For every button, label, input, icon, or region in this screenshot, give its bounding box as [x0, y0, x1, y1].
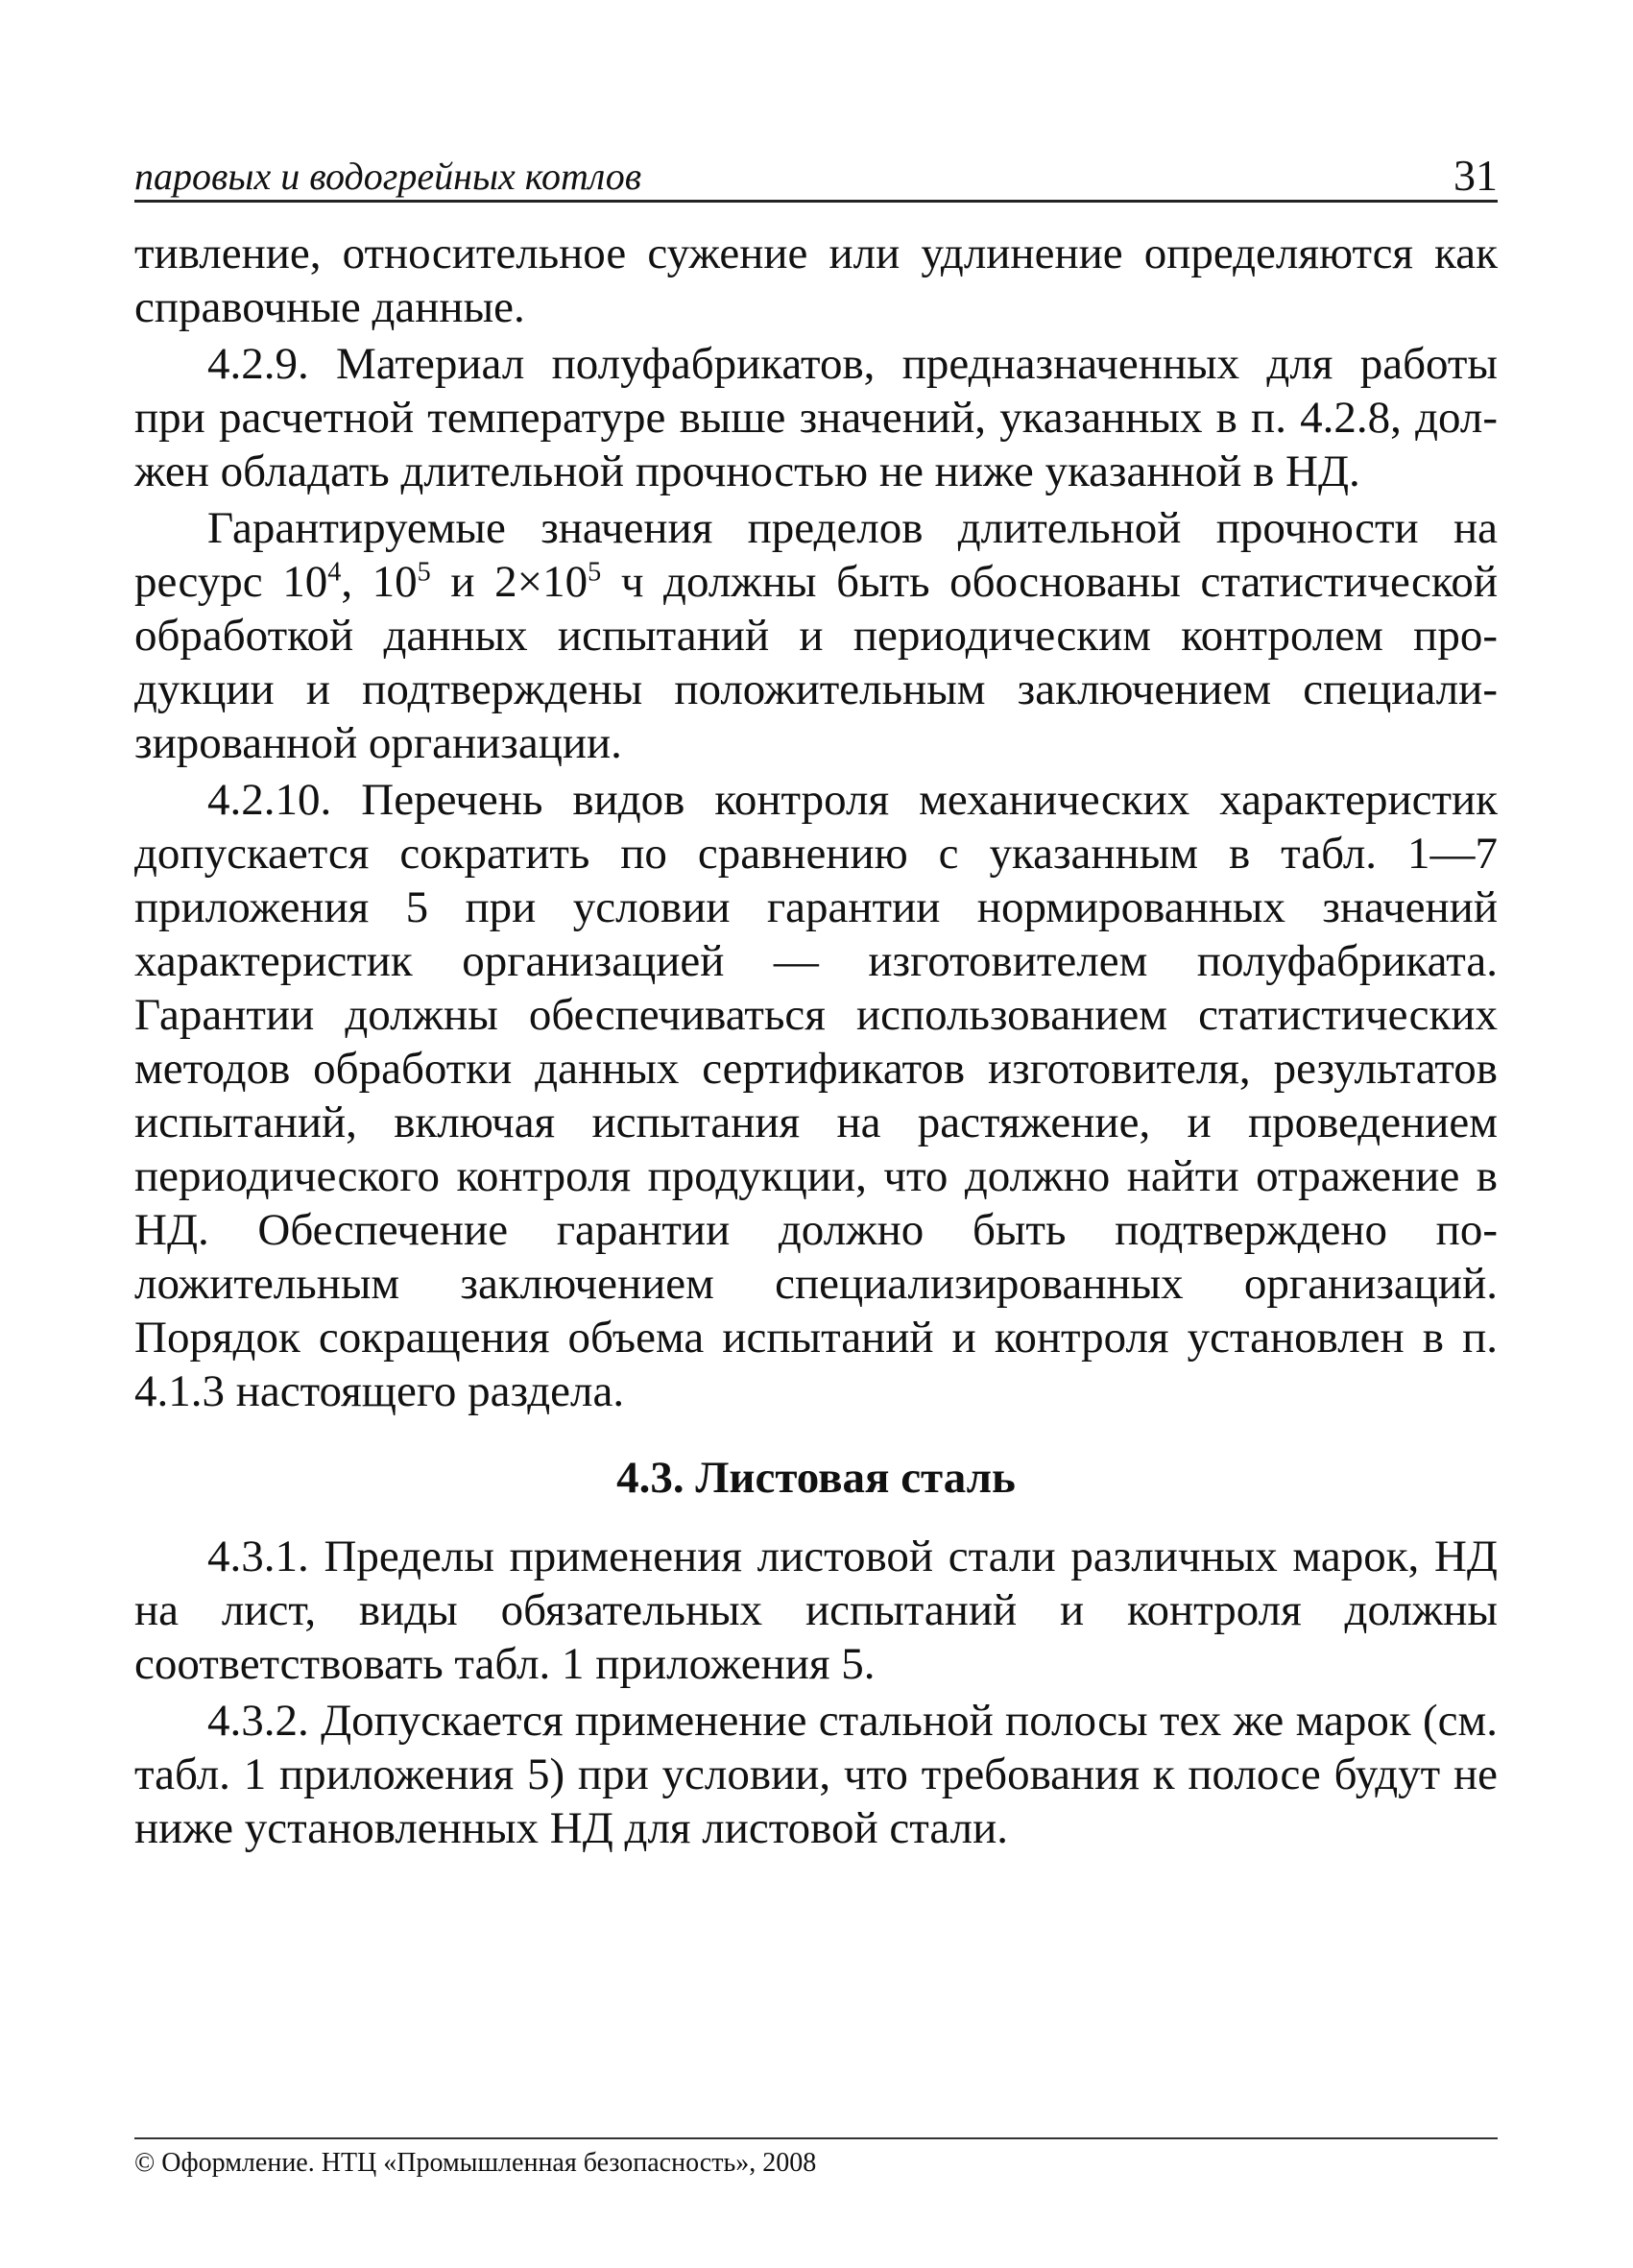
superscript: 4 — [327, 557, 342, 588]
paragraph-continuation: тивление, относительное сужение или удлинение определяются как справочные данные. — [134, 229, 1498, 332]
footer-divider — [134, 2137, 1498, 2139]
section-heading: 4.3. Листовая сталь — [616, 1453, 1016, 1503]
footer-copyright: © Оформление. НТЦ «Промышленная безопасность», 2008 — [134, 2148, 817, 2178]
text-run: , 10 — [341, 557, 418, 607]
body-text — [134, 227, 1498, 1858]
running-title: паровых и водогрейных котлов — [134, 155, 642, 198]
paragraph-4-3-1: 4.3.1. Пределы применения листовой стали различных марок, НД на лист, виды обязательных испытаний и контроля должны соответствовать табл. 1 приложения 5. — [134, 1532, 1498, 1689]
running-header — [134, 152, 1498, 203]
superscript: 5 — [417, 557, 431, 588]
text-run: и 2×10 — [430, 557, 588, 607]
page-number: 31 — [1453, 151, 1498, 200]
paragraph-4-2-10: 4.2.10. Перечень видов контроля механических характеристик допускается сократить по сравнению с указанным в табл. 1—7 приложения 5 при условии гарантии нормированных значений характеристик организацией — изготовителем полуфабриката. Гарантии должны обеспечиваться использованием статистических методов обработки данных сертификатов изготовителя, результатов испытаний, включая испытания на растяжение, и проведением периодического контроля продукции, что должно найти отражение в НД. Обеспечение гарантии должно быть подтверждено положительным заключением специализированных организаций. Порядок сокращения объема испытаний и контроля установлен в п. 4.1.3 настоящего раздела. — [134, 775, 1498, 1416]
paragraph-guaranteed-values — [134, 501, 1498, 770]
text-run: Гарантируемые значения пределов длительной прочности на ресурс 10 — [134, 503, 1498, 607]
paragraph-4-2-9: 4.2.9. Материал полуфабрикатов, предназначенных для работы при расчетной температуре выше значений, указанных в п. 4.2.8, должен обладать длительной прочностью не ниже указанной в НД. — [134, 339, 1498, 496]
paragraph-4-3-2: 4.3.2. Допускается применение стальной полосы тех же марок (см. табл. 1 приложения 5) при условии, что требования к полосе будут не ниже установленных НД для листовой стали. — [134, 1696, 1498, 1853]
superscript: 5 — [588, 557, 602, 588]
text-run: ч должны быть обоснованы статистической обработкой данных испытаний и периодическим контролем продукции и подтверждены положительным заключением специализированной организации. — [134, 557, 1498, 768]
